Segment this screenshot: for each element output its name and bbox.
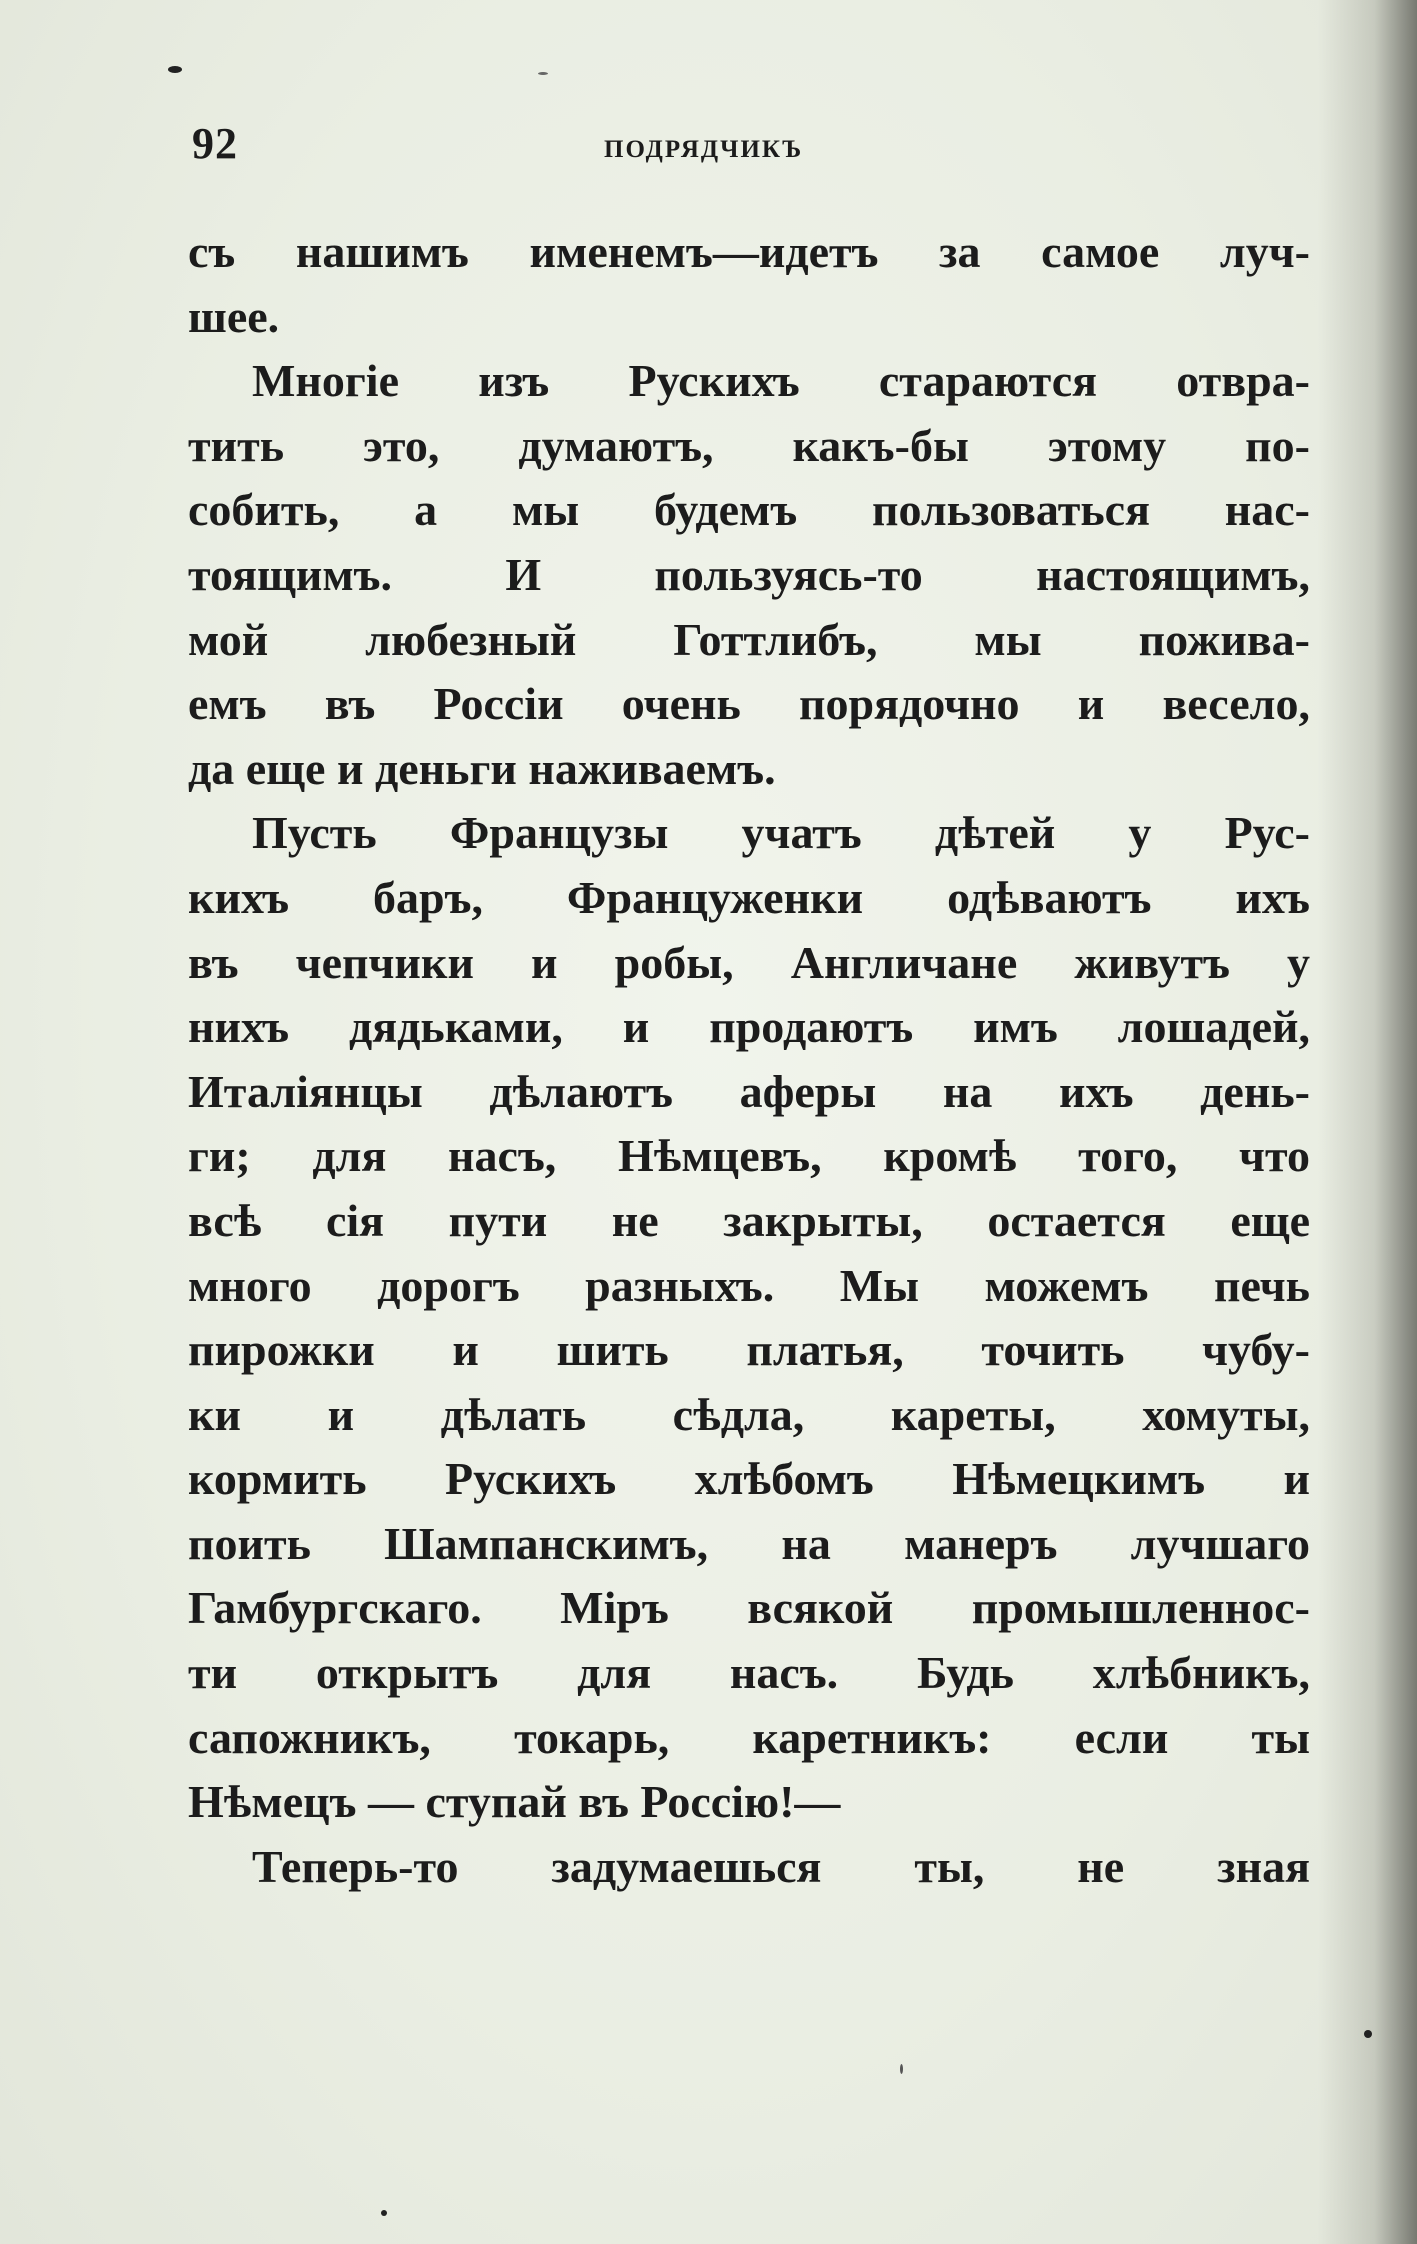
- ink-speck: [900, 2064, 903, 2074]
- text-line: ти открытъ для насъ. Будь хлѣбникъ,: [188, 1647, 1310, 1699]
- running-head: подрядчикъ: [604, 125, 804, 165]
- text-line: кормить Рускихъ хлѣбомъ Нѣмецкимъ и: [188, 1453, 1310, 1505]
- text-line: Теперь-то задумаешься ты, не зная: [252, 1840, 1310, 1892]
- text-line: Италіянцы дѣлаютъ аферы на ихъ день-: [188, 1065, 1310, 1117]
- text-line: Гамбургскаго. Міръ всякой промышленнос-: [188, 1582, 1310, 1634]
- text-line: ки и дѣлать сѣдла, кареты, хомуты,: [188, 1388, 1310, 1440]
- text-line: съ нашимъ именемъ—идетъ за самое луч-: [188, 226, 1310, 277]
- text-line: тоящимъ. И пользуясь-то настоящимъ,: [188, 548, 1310, 600]
- ink-speck: [1364, 2030, 1372, 2038]
- page-header: [192, 118, 1312, 178]
- body-text: [188, 220, 1310, 1899]
- text-line: мой любезный Готтлибъ, мы пожива-: [188, 613, 1310, 665]
- ink-speck: [168, 66, 182, 73]
- text-line: собить, а мы будемъ пользоваться нас-: [188, 484, 1310, 536]
- text-line: кихъ баръ, Француженки одѣваютъ ихъ: [188, 871, 1310, 923]
- text-line: да еще и деньги наживаемъ.: [188, 742, 776, 794]
- text-line: много дорогъ разныхъ. Мы можемъ печь: [188, 1259, 1310, 1311]
- text-line: нихъ дядьками, и продаютъ имъ лошадей,: [188, 1001, 1310, 1053]
- text-line: шее.: [188, 290, 280, 342]
- text-line: емъ въ Россіи очень порядочно и весело,: [188, 678, 1310, 730]
- ink-speck: [538, 72, 548, 75]
- text-line: тить это, думаютъ, какъ-бы этому по-: [188, 419, 1310, 471]
- page-number: 92: [192, 119, 238, 168]
- text-line: Пусть Французы учатъ дѣтей у Рус-: [252, 807, 1310, 859]
- text-line: Многіе изъ Рускихъ стараются отвра-: [252, 355, 1310, 407]
- text-line: пирожки и шить платья, точить чубу-: [188, 1324, 1310, 1376]
- text-line: всѣ сія пути не закрыты, остается еще: [188, 1194, 1310, 1246]
- text-line: сапожникъ, токарь, каретникъ: если ты: [188, 1711, 1310, 1763]
- text-line: поить Шампанскимъ, на манеръ лучшаго: [188, 1517, 1310, 1569]
- text-line: ги; для насъ, Нѣмцевъ, кромѣ того, что: [188, 1130, 1310, 1182]
- text-line: въ чепчики и робы, Англичане живутъ у: [188, 936, 1310, 988]
- ink-speck: [381, 2210, 387, 2216]
- text-line: Нѣмецъ — ступай въ Россію!—: [188, 1776, 841, 1828]
